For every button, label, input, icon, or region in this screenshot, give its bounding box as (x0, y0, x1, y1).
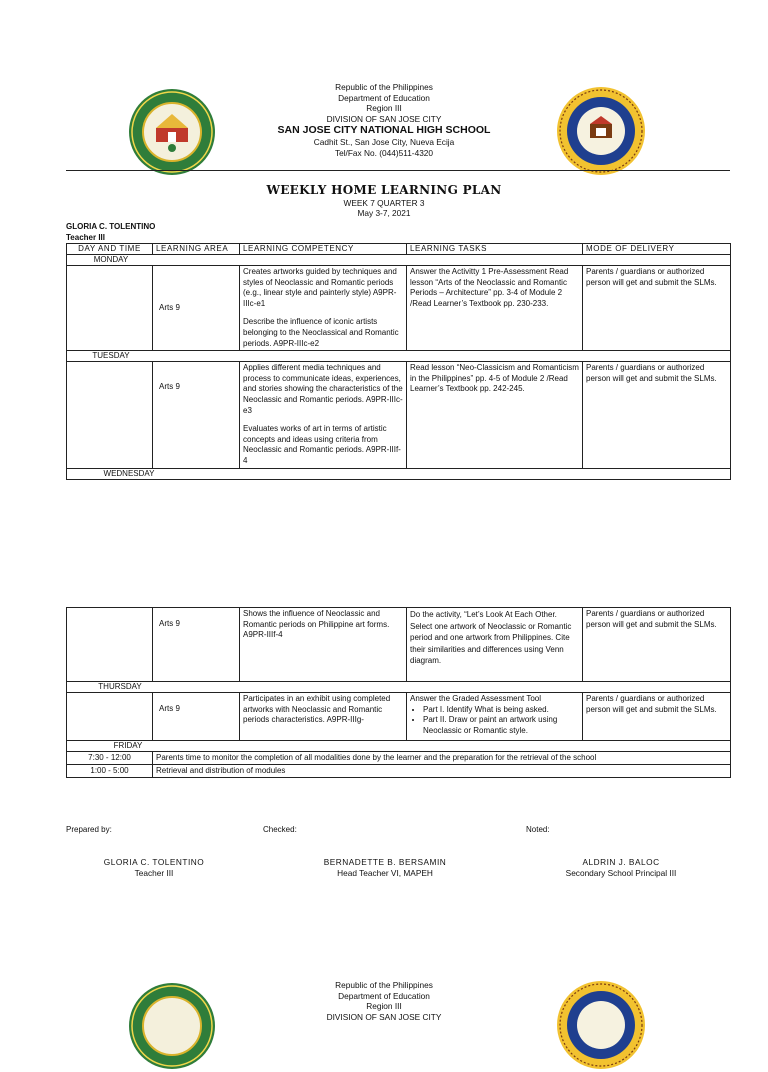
checked-title: Head Teacher VI, MAPEH (337, 867, 433, 878)
department-line: Department of Education (338, 990, 430, 1001)
time-cell (67, 693, 153, 741)
checked-label: Checked: (263, 825, 297, 834)
tasks-cell: Answer the Activitty 1 Pre-Assessment Read lesson “Arts of the Neoclassic and Romantic Periods – Architecture” pp. 3-4 of Module 2 /Read Learner’s Textbook pp. 230-233. (407, 266, 583, 351)
letterhead-next-page (0, 980, 768, 1022)
region-line: Region III (366, 1001, 402, 1011)
plan-title: WEEKLY HOME LEARNING PLAN (266, 183, 502, 197)
day-row-wednesday (67, 468, 731, 479)
time-cell (67, 362, 153, 468)
plan-week: WEEK 7 QUARTER 3 (343, 198, 425, 208)
time-cell (67, 266, 153, 351)
col-header-tasks: LEARNING TASKS (407, 244, 583, 255)
table-row (67, 765, 731, 778)
competency-cell: Shows the influence of Neoclassic and Romantic periods on Philippine art forms. A9PR-IIIf-4 (240, 608, 407, 682)
competency-text: Applies different media techniques and process to communicate ideas, experiences, and stories showing the characteristics of the Neoclassic and Romantic periods. A9PR-IIIc-e3 (243, 363, 403, 415)
competency-cell (240, 362, 407, 468)
col-header-area: LEARNING AREA (153, 244, 240, 255)
checked-name: BERNADETTE B. BERSAMIN (323, 857, 447, 867)
time-cell (67, 608, 153, 682)
school-phone: Tel/Fax No. (044)511-4320 (334, 147, 434, 158)
tasks-cell: Read lesson “Neo-Classicism and Romanticism in the Philippines” pp. 4-5 of Module 2 /Read Learner’s Textbook pp. 242-245. (407, 362, 583, 468)
list-item: • Part II. Draw or paint an artwork using Neoclassic or Romantic style. (423, 715, 579, 736)
republic-line: Republic of the Philippines (335, 980, 433, 990)
school-address: Cadhit St., San Jose City, Nueva Ecija (313, 137, 455, 147)
time-cell: 1:00 - 5:00 (67, 765, 153, 778)
mode-cell: Parents / guardians or authorized person will get and submit the SLMs. (583, 362, 731, 468)
tasks-cell: Do the activity, “Let’s Look At Each Other. Select one artwork of Neoclassic or Romantic period and one artwork from Philippines. Cite their similarities and differences using Venn diagram. (407, 608, 583, 682)
plan-dates: May 3-7, 2021 (357, 208, 411, 218)
day-label-tuesday: TUESDAY (92, 351, 130, 361)
republic-line: Republic of the Philippines (335, 82, 433, 92)
day-label (67, 682, 731, 693)
competency-text: Evaluates works of art in terms of artistic concepts and ideas using criteria from Neoclassic and Romantic periods. A9PR-IIIf-4 (243, 424, 401, 465)
region-line: Region III (366, 103, 402, 113)
day-row-monday (67, 255, 731, 266)
activity-cell: Retrieval and distribution of modules (153, 765, 731, 778)
col-header-competency: LEARNING COMPETENCY (240, 244, 407, 255)
competency-cell: Participates in an exhibit using completed artworks with Neoclassic and Romantic periods characteristics. A9PR-IIIg- (240, 693, 407, 741)
teacher-title: Teacher III (66, 233, 105, 242)
day-row-thursday (67, 682, 731, 693)
day-label (67, 351, 731, 362)
competency-text: Describe the influence of iconic artists belonging to the Neoclassical and Romantic periods. A9PR-IIIc-e2 (243, 317, 399, 348)
division-line: DIVISION OF SAN JOSE CITY (326, 113, 442, 124)
table-row (67, 693, 731, 741)
prepared-by-label: Prepared by: (66, 825, 112, 834)
noted-title: Secondary School Principal III (565, 867, 677, 878)
col-header-day: DAY AND TIME (67, 244, 153, 255)
noted-label: Noted: (526, 825, 550, 834)
learning-plan-table (66, 243, 731, 480)
table-header-row (67, 244, 731, 255)
task-intro: Answer the Graded Assessment Tool (410, 694, 542, 703)
table-row (67, 752, 731, 765)
mode-cell: Parents / guardians or authorized person will get and submit the SLMs. (583, 266, 731, 351)
day-label (67, 741, 731, 752)
day-label-friday: FRIDAY (113, 741, 143, 750)
area-cell: Arts 9 (153, 693, 240, 741)
col-header-mode: MODE OF DELIVERY (583, 244, 731, 255)
day-row-tuesday (67, 351, 731, 362)
signature-noted (546, 857, 696, 878)
day-label (67, 255, 731, 266)
day-label (67, 468, 731, 479)
day-row-friday (67, 741, 731, 752)
competency-cell (240, 266, 407, 351)
day-label-thursday: THURSDAY (98, 682, 142, 691)
prepared-title: Teacher III (134, 867, 174, 878)
learning-plan-table-continued (66, 607, 731, 778)
day-label-monday: MONDAY (93, 255, 129, 264)
prepared-name: GLORIA C. TOLENTINO (103, 857, 205, 867)
teacher-name: GLORIA C. TOLENTINO (66, 222, 156, 231)
mode-cell: Parents / guardians or authorized person will get and submit the SLMs. (583, 608, 731, 682)
area-cell: Arts 9 (153, 266, 240, 351)
division-line: DIVISION OF SAN JOSE CITY (326, 1011, 442, 1022)
signature-prepared (84, 857, 224, 878)
school-name: SAN JOSE CITY NATIONAL HIGH SCHOOL (277, 124, 491, 136)
time-cell: 7:30 - 12:00 (67, 752, 153, 765)
table-row (67, 608, 731, 682)
signature-checked (310, 857, 460, 878)
activity-cell: Parents time to monitor the completion of all modalities done by the learner and the preparation for the retrieval of the school (153, 752, 731, 765)
area-cell: Arts 9 (153, 362, 240, 468)
task-list (410, 705, 579, 737)
letterhead (0, 82, 768, 158)
noted-name: ALDRIN J. BALOC (582, 857, 660, 867)
tasks-cell (407, 693, 583, 741)
list-item: • Part I. Identify What is being asked. (423, 705, 579, 716)
day-label-wednesday: WEDNESDAY (103, 468, 155, 478)
table-row (67, 362, 731, 468)
competency-text: Creates artworks guided by techniques and styles of Neoclassic and Romantic periods (e.g., linear style and painterly style) A9PR-IIIc-e1 (243, 267, 397, 308)
area-cell: Arts 9 (153, 608, 240, 682)
table-row (67, 266, 731, 351)
header-divider (66, 170, 730, 171)
department-line: Department of Education (338, 92, 430, 103)
mode-cell: Parents / guardians or authorized person will get and submit the SLMs. (583, 693, 731, 741)
